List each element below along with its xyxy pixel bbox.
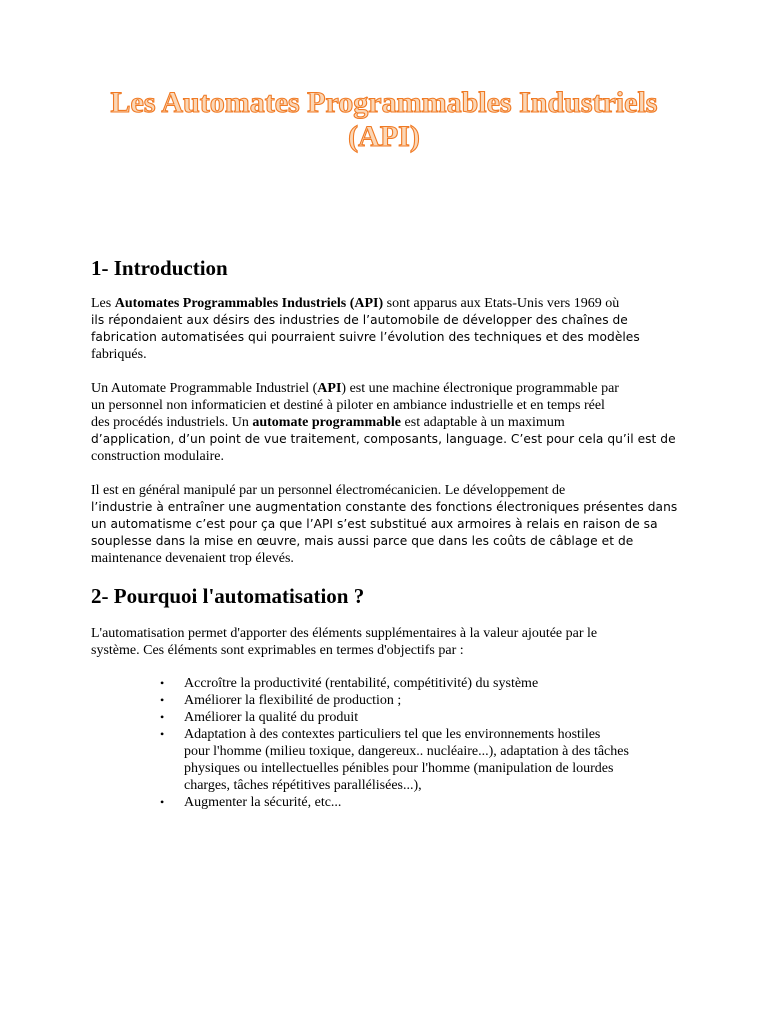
bullet-icon: •: [160, 710, 165, 724]
list-item-text: Améliorer la flexibilité de production ;: [184, 693, 402, 708]
objectives-list: [91, 675, 711, 811]
intro-paragraph-3: Il est en général manipulé par un personnel électromécanicien. Le développement de l’industrie à entraîner une augmentation constante des fonctions électroniques présentes dans un automatisme c’est pour ça que l’API s’est substitué aux armoires à relais en raison de sa souplesse dans la mise en œuvre, mais aussi parce que dans les coûts de câblage et de maintenance devenaient trop élevés.: [91, 483, 678, 566]
bullet-icon: •: [160, 795, 165, 809]
list-item: [91, 794, 711, 811]
list-item-text: pour l'homme (milieu toxique, dangereux.. nucléaire...), adaptation à des tâches: [184, 744, 629, 759]
title-line-2: (API): [348, 120, 420, 153]
list-item: [91, 709, 711, 726]
automation-intro-paragraph: L'automatisation permet d'apporter des éléments supplémentaires à la valeur ajoutée par le système. Ces éléments sont exprimables en termes d'objectifs par :: [91, 626, 598, 658]
list-item-text: charges, tâches répétitives parallélisées...),: [184, 778, 422, 793]
intro-paragraph-2: Un Automate Programmable Industriel (API) est une machine électronique programmable par un personnel non informaticien et destiné à piloter en ambiance industrielle et en temps réel des procédés industriels. Un automate programmable est adaptable à un maximum d’application, d’un point de vue traitement, composants, language. C’est pour cela qu’il est de construction modulaire.: [91, 381, 676, 464]
list-item: [91, 692, 711, 709]
bullet-icon: •: [160, 676, 165, 690]
section-heading-pourquoi: 2- Pourquoi l'automatisation ?: [91, 584, 365, 608]
list-item: [91, 726, 711, 794]
bullet-icon: •: [160, 727, 165, 741]
section-heading-introduction: 1- Introduction: [91, 256, 228, 280]
list-item-text: Adaptation à des contextes particuliers tel que les environnements hostiles: [184, 727, 601, 742]
bullet-icon: •: [160, 693, 165, 707]
list-item-text: physiques ou intellectuelles pénibles pour l'homme (manipulation de lourdes: [184, 761, 614, 776]
list-item: [91, 675, 711, 692]
intro-paragraph-1: Les Automates Programmables Industriels (API) sont apparus aux Etats-Unis vers 1969 où ils répondaient aux désirs des industries de l’automobile de développer des chaînes de fabrication automatisées qui pourraient suivre l’évolution des techniques et des modèles fabriqués.: [91, 296, 640, 362]
list-item-text: Augmenter la sécurité, etc...: [184, 795, 342, 810]
list-item-text: Améliorer la qualité du produit: [184, 710, 359, 725]
document-title: [0, 86, 768, 154]
title-line-1: Les Automates Programmables Industriels: [110, 86, 658, 119]
list-item-text: Accroître la productivité (rentabilité, compétitivité) du système: [184, 676, 539, 691]
